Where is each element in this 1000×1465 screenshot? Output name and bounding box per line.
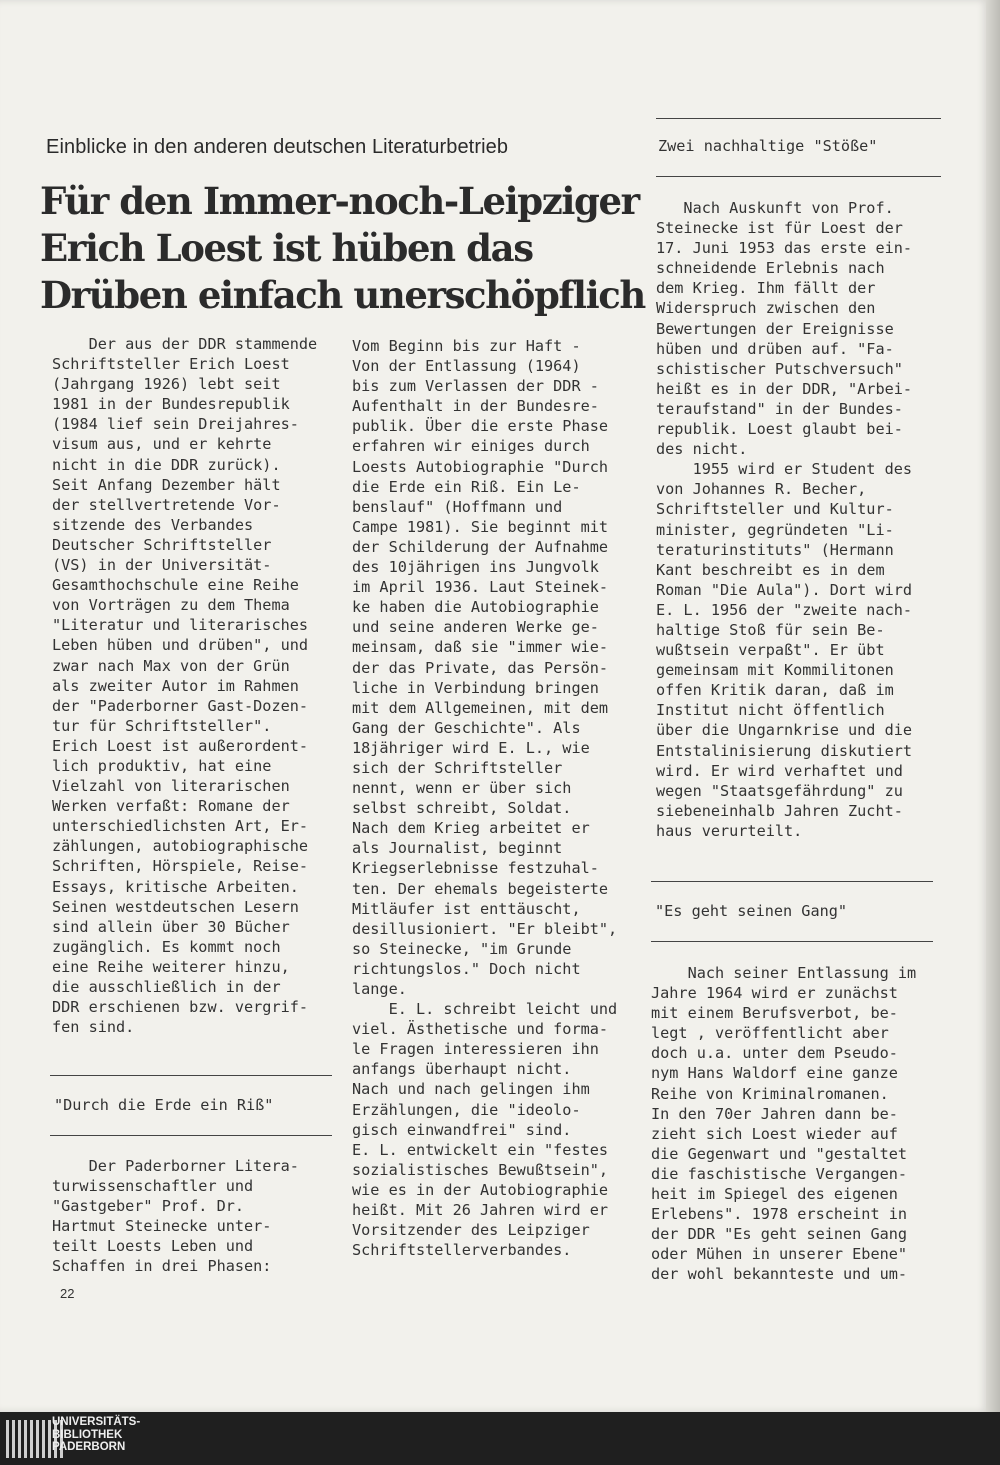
text-line: teraturinstituts" (Hermann [656, 540, 894, 559]
text-line: der Schilderung der Aufnahme [352, 537, 609, 556]
text-line: E. L. entwickelt ein "festes [352, 1140, 609, 1159]
text-line: der DDR "Es geht seinen Gang [651, 1225, 908, 1244]
text-line: von Johannes R. Becher, [656, 480, 867, 499]
page-edge [986, 0, 1000, 1412]
text-line: bis zum Verlassen der DDR - [352, 377, 599, 396]
text-line: Widerspruch zwischen den [656, 299, 876, 318]
text-line: nym Hans Waldorf eine ganze [651, 1064, 898, 1083]
library-name-line-1: UNIVERSITÄTS- [52, 1416, 141, 1428]
text-line: nennt, wenn er über sich [352, 779, 572, 798]
headline-line-3: Drüben einfach unerschöpflich [40, 273, 645, 317]
library-footer [0, 1412, 1000, 1465]
text-line: Hartmut Steinecke unter- [52, 1217, 272, 1236]
text-line: Schriftsteller Erich Loest [52, 355, 290, 374]
text-line: Steinecke ist für Loest der [656, 219, 903, 238]
text-line: sozialistisches Bewußtsein", [352, 1160, 609, 1179]
text-line: Schriftstellerverbandes. [352, 1241, 572, 1260]
divider [50, 1135, 332, 1136]
text-line: In den 70er Jahren dann be- [651, 1104, 898, 1123]
text-line: Von der Entlassung (1964) [352, 357, 581, 376]
article-headline [40, 178, 660, 319]
text-line: haus verurteilt. [656, 821, 803, 840]
column-1-body [52, 334, 342, 1037]
text-line: offen Kritik daran, daß im [656, 681, 894, 700]
text-line: die faschistische Vergangen- [651, 1164, 908, 1183]
text-line: dem Krieg. Ihm fällt der [656, 279, 876, 298]
text-line: Nach seiner Entlassung im [651, 964, 917, 982]
text-line: mit dem Allgemeinen, mit dem [352, 698, 609, 717]
text-line: Institut nicht öffentlich [656, 701, 885, 720]
text-line: doch u.a. unter dem Pseudo- [651, 1044, 898, 1063]
text-line: als zweiter Autor im Rahmen [52, 676, 299, 695]
text-line: Seinen westdeutschen Lesern [52, 897, 299, 916]
subheading-durch-die-erde: "Durch die Erde ein Riß" [54, 1096, 274, 1114]
text-line: oder Mühen in unserer Ebene" [651, 1245, 908, 1264]
text-line: Aufenthalt in der Bundesre- [352, 397, 599, 416]
text-line: der stellvertretende Vor- [52, 495, 281, 514]
text-line: Schaffen in drei Phasen: [52, 1257, 272, 1276]
text-line: zugänglich. Es kommt noch [52, 937, 281, 956]
library-name-line-3: PADERBORN [52, 1441, 126, 1453]
text-line: mit einem Berufsverbot, be- [651, 1004, 898, 1023]
text-line: unterschiedlichsten Art, Er- [52, 817, 309, 836]
text-line: nicht in die DDR zurück). [52, 455, 281, 474]
column-1-continued [52, 1156, 342, 1277]
text-line: erfahren wir einiges durch [352, 437, 590, 456]
text-line: (VS) in der Universität- [52, 556, 272, 575]
text-line: 17. Juni 1953 das erste ein- [656, 239, 913, 258]
text-line: Kriegserlebnisse festzuhal- [352, 859, 599, 878]
text-line: Nach und nach gelingen ihm [352, 1080, 590, 1099]
library-name-line-2: BIBLIOTHEK [52, 1428, 123, 1441]
column-3b-body [651, 963, 941, 1285]
text-line: eine Reihe weiterer hinzu, [52, 957, 290, 976]
text-line: anfangs überhaupt nicht. [352, 1060, 572, 1079]
text-line: 1981 in der Bundesrepublik [52, 395, 290, 414]
text-line: benslauf" (Hoffmann und [352, 497, 563, 516]
headline-line-1: Für den Immer-noch-Leipziger [40, 179, 639, 223]
text-line: zwar nach Max von der Grün [52, 656, 290, 675]
text-line: der wohl bekannteste und um- [651, 1265, 908, 1284]
text-line: meinsam, daß sie "immer wie- [352, 638, 609, 657]
text-line: Kant beschreibt es in dem [656, 560, 885, 579]
text-line: Nach dem Krieg arbeitet er [352, 819, 590, 838]
text-line: Leben hüben und drüben", und [52, 636, 309, 655]
column-1 [52, 334, 342, 1037]
text-line: Erich Loest ist außerordent- [52, 736, 309, 755]
text-line: hüben und drüben auf. "Fa- [656, 339, 894, 358]
text-line: schneidende Erlebnis nach [656, 259, 885, 278]
text-line: Entstalinisierung diskutiert [656, 741, 913, 760]
subheading-zwei-stoesse: Zwei nachhaltige "Stöße" [658, 137, 878, 155]
text-line: zählungen, autobiographische [52, 837, 309, 856]
text-line: Gesamthochschule eine Reihe [52, 576, 299, 595]
text-line: (Jahrgang 1926) lebt seit [52, 375, 281, 394]
text-line: 18jähriger wird E. L., wie [352, 738, 590, 757]
column-1b-body [52, 1156, 342, 1277]
column-3-body [656, 198, 946, 841]
text-line: (1984 lief sein Dreijahres- [52, 415, 299, 434]
text-line: "Gastgeber" Prof. Dr. [52, 1197, 245, 1216]
text-line: gisch einwandfrei" sind. [352, 1120, 572, 1139]
divider [50, 1075, 332, 1076]
text-line: E. L. 1956 der "zweite nach- [656, 600, 913, 619]
text-line: DDR erschienen bzw. vergrif- [52, 998, 309, 1017]
text-line: Reihe von Kriminalromanen. [651, 1084, 889, 1103]
text-line: Schriftsteller und Kultur- [656, 500, 894, 519]
text-line: Nach Auskunft von Prof. [656, 199, 894, 217]
text-line: die Gegenwart und "gestaltet [651, 1144, 908, 1163]
text-line: liche in Verbindung bringen [352, 678, 599, 697]
text-line: E. L. schreibt leicht und [352, 1000, 618, 1019]
text-line: ke haben die Autobiographie [352, 598, 599, 617]
divider [656, 176, 941, 177]
article-kicker: Einblicke in den anderen deutschen Literaturbetrieb [46, 136, 509, 158]
text-line: fen sind. [52, 1018, 135, 1037]
text-line: Mitläufer ist enttäuscht, [352, 899, 581, 918]
text-line: selbst schreibt, Soldat. [352, 799, 572, 818]
divider [651, 941, 933, 942]
text-line: Roman "Die Aula"). Dort wird [656, 580, 913, 599]
divider [651, 881, 933, 882]
text-line: "Literatur und literarisches [52, 616, 309, 635]
text-line: ten. Der ehemals begeisterte [352, 879, 609, 898]
text-line: und seine anderen Werke ge- [352, 618, 599, 637]
text-line: lich produktiv, hat eine [52, 756, 272, 775]
text-line: Vom Beginn bis zur Haft - [352, 337, 581, 355]
text-line: heit im Spiegel des eigenen [651, 1185, 898, 1204]
text-line: Jahre 1964 wird er zunächst [651, 984, 898, 1003]
text-line: haltige Stoß für sein Be- [656, 620, 885, 639]
text-line: des 10jährigen ins Jungvolk [352, 558, 599, 577]
text-line: Deutscher Schriftsteller [52, 535, 272, 554]
text-line: legt , veröffentlicht aber [651, 1024, 889, 1043]
text-line: Der Paderborner Litera- [52, 1157, 299, 1175]
text-line: heißt es in der DDR, "Arbei- [656, 379, 913, 398]
text-line: teilt Loests Leben und [52, 1237, 254, 1256]
text-line: die Erde ein Riß. Ein Le- [352, 477, 581, 496]
text-line: der "Paderborner Gast-Dozen- [52, 696, 309, 715]
subheading-es-geht-seinen-gang: "Es geht seinen Gang" [655, 902, 848, 920]
text-line: Vielzahl von literarischen [52, 777, 290, 796]
divider [656, 118, 941, 119]
text-line: die ausschließlich in der [52, 978, 281, 996]
text-line: sich der Schriftsteller [352, 758, 563, 777]
text-line: 1955 wird er Student des [656, 460, 913, 479]
text-line: gemeinsam mit Kommilitonen [656, 661, 894, 680]
text-line: viel. Ästhetische und forma- [352, 1020, 609, 1039]
text-line: Loests Autobiographie "Durch [352, 457, 609, 476]
text-line: über die Ungarnkrise und die [656, 721, 913, 740]
text-line: Seit Anfang Dezember hält [52, 475, 281, 494]
text-line: der das Private, das Persön- [352, 658, 609, 677]
text-line: Vorsitzender des Leipziger [352, 1221, 590, 1240]
text-line: im April 1936. Laut Steinek- [352, 578, 609, 597]
text-line: Erzählungen, die "ideolo- [352, 1100, 581, 1119]
text-line: sitzende des Verbandes [52, 515, 254, 534]
text-line: so Steinecke, "im Grunde [352, 939, 572, 958]
text-line: wegen "Staatsgefährdung" zu [656, 781, 903, 800]
text-line: Erlebens". 1978 erscheint in [651, 1205, 908, 1224]
text-line: wußtsein verpaßt". Er übt [656, 641, 885, 660]
page-number: 22 [60, 1286, 75, 1301]
text-line: wie es in der Autobiographie [352, 1180, 609, 1199]
text-line: visum aus, und er kehrte [52, 435, 272, 454]
text-line: siebeneinhalb Jahren Zucht- [656, 801, 903, 820]
text-line: sind allein über 30 Bücher [52, 917, 290, 936]
column-2-body [352, 336, 642, 1260]
column-3 [656, 198, 946, 841]
text-line: wird. Er wird verhaftet und [656, 761, 903, 780]
column-3-continued [651, 963, 941, 1285]
text-line: heißt. Mit 26 Jahren wird er [352, 1201, 609, 1220]
text-line: Bewertungen der Ereignisse [656, 319, 894, 338]
text-line: Gang der Geschichte". Als [352, 718, 581, 737]
text-line: turwissenschaftler und [52, 1177, 254, 1196]
text-line: Essays, kritische Arbeiten. [52, 877, 299, 896]
text-line: minister, gegründeten "Li- [656, 520, 894, 539]
text-line: publik. Über die erste Phase [352, 417, 609, 436]
text-line: schistischer Putschversuch" [656, 359, 903, 378]
text-line: zieht sich Loest wieder auf [651, 1124, 898, 1143]
text-line: teraufstand" in der Bundes- [656, 399, 903, 418]
text-line: lange. [352, 980, 407, 998]
text-line: richtungslos." Doch nicht [352, 959, 581, 978]
text-line: Der aus der DDR stammende [52, 335, 318, 353]
column-2 [352, 336, 642, 1260]
text-line: desillusioniert. "Er bleibt", [352, 919, 618, 938]
text-line: Campe 1981). Sie beginnt mit [352, 517, 609, 536]
text-line: Schriften, Hörspiele, Reise- [52, 857, 309, 876]
text-line: Werken verfaßt: Romane der [52, 797, 290, 816]
headline-line-2: Erich Loest ist hüben das [40, 226, 533, 270]
text-line: als Journalist, beginnt [352, 839, 563, 858]
text-line: le Fragen interessieren ihn [352, 1040, 599, 1059]
text-line: republik. Loest glaubt bei- [656, 420, 903, 439]
text-line: des nicht. [656, 440, 748, 459]
library-name [52, 1416, 140, 1454]
text-line: tur für Schriftsteller". [52, 716, 272, 735]
text-line: von Vorträgen zu dem Thema [52, 596, 290, 615]
